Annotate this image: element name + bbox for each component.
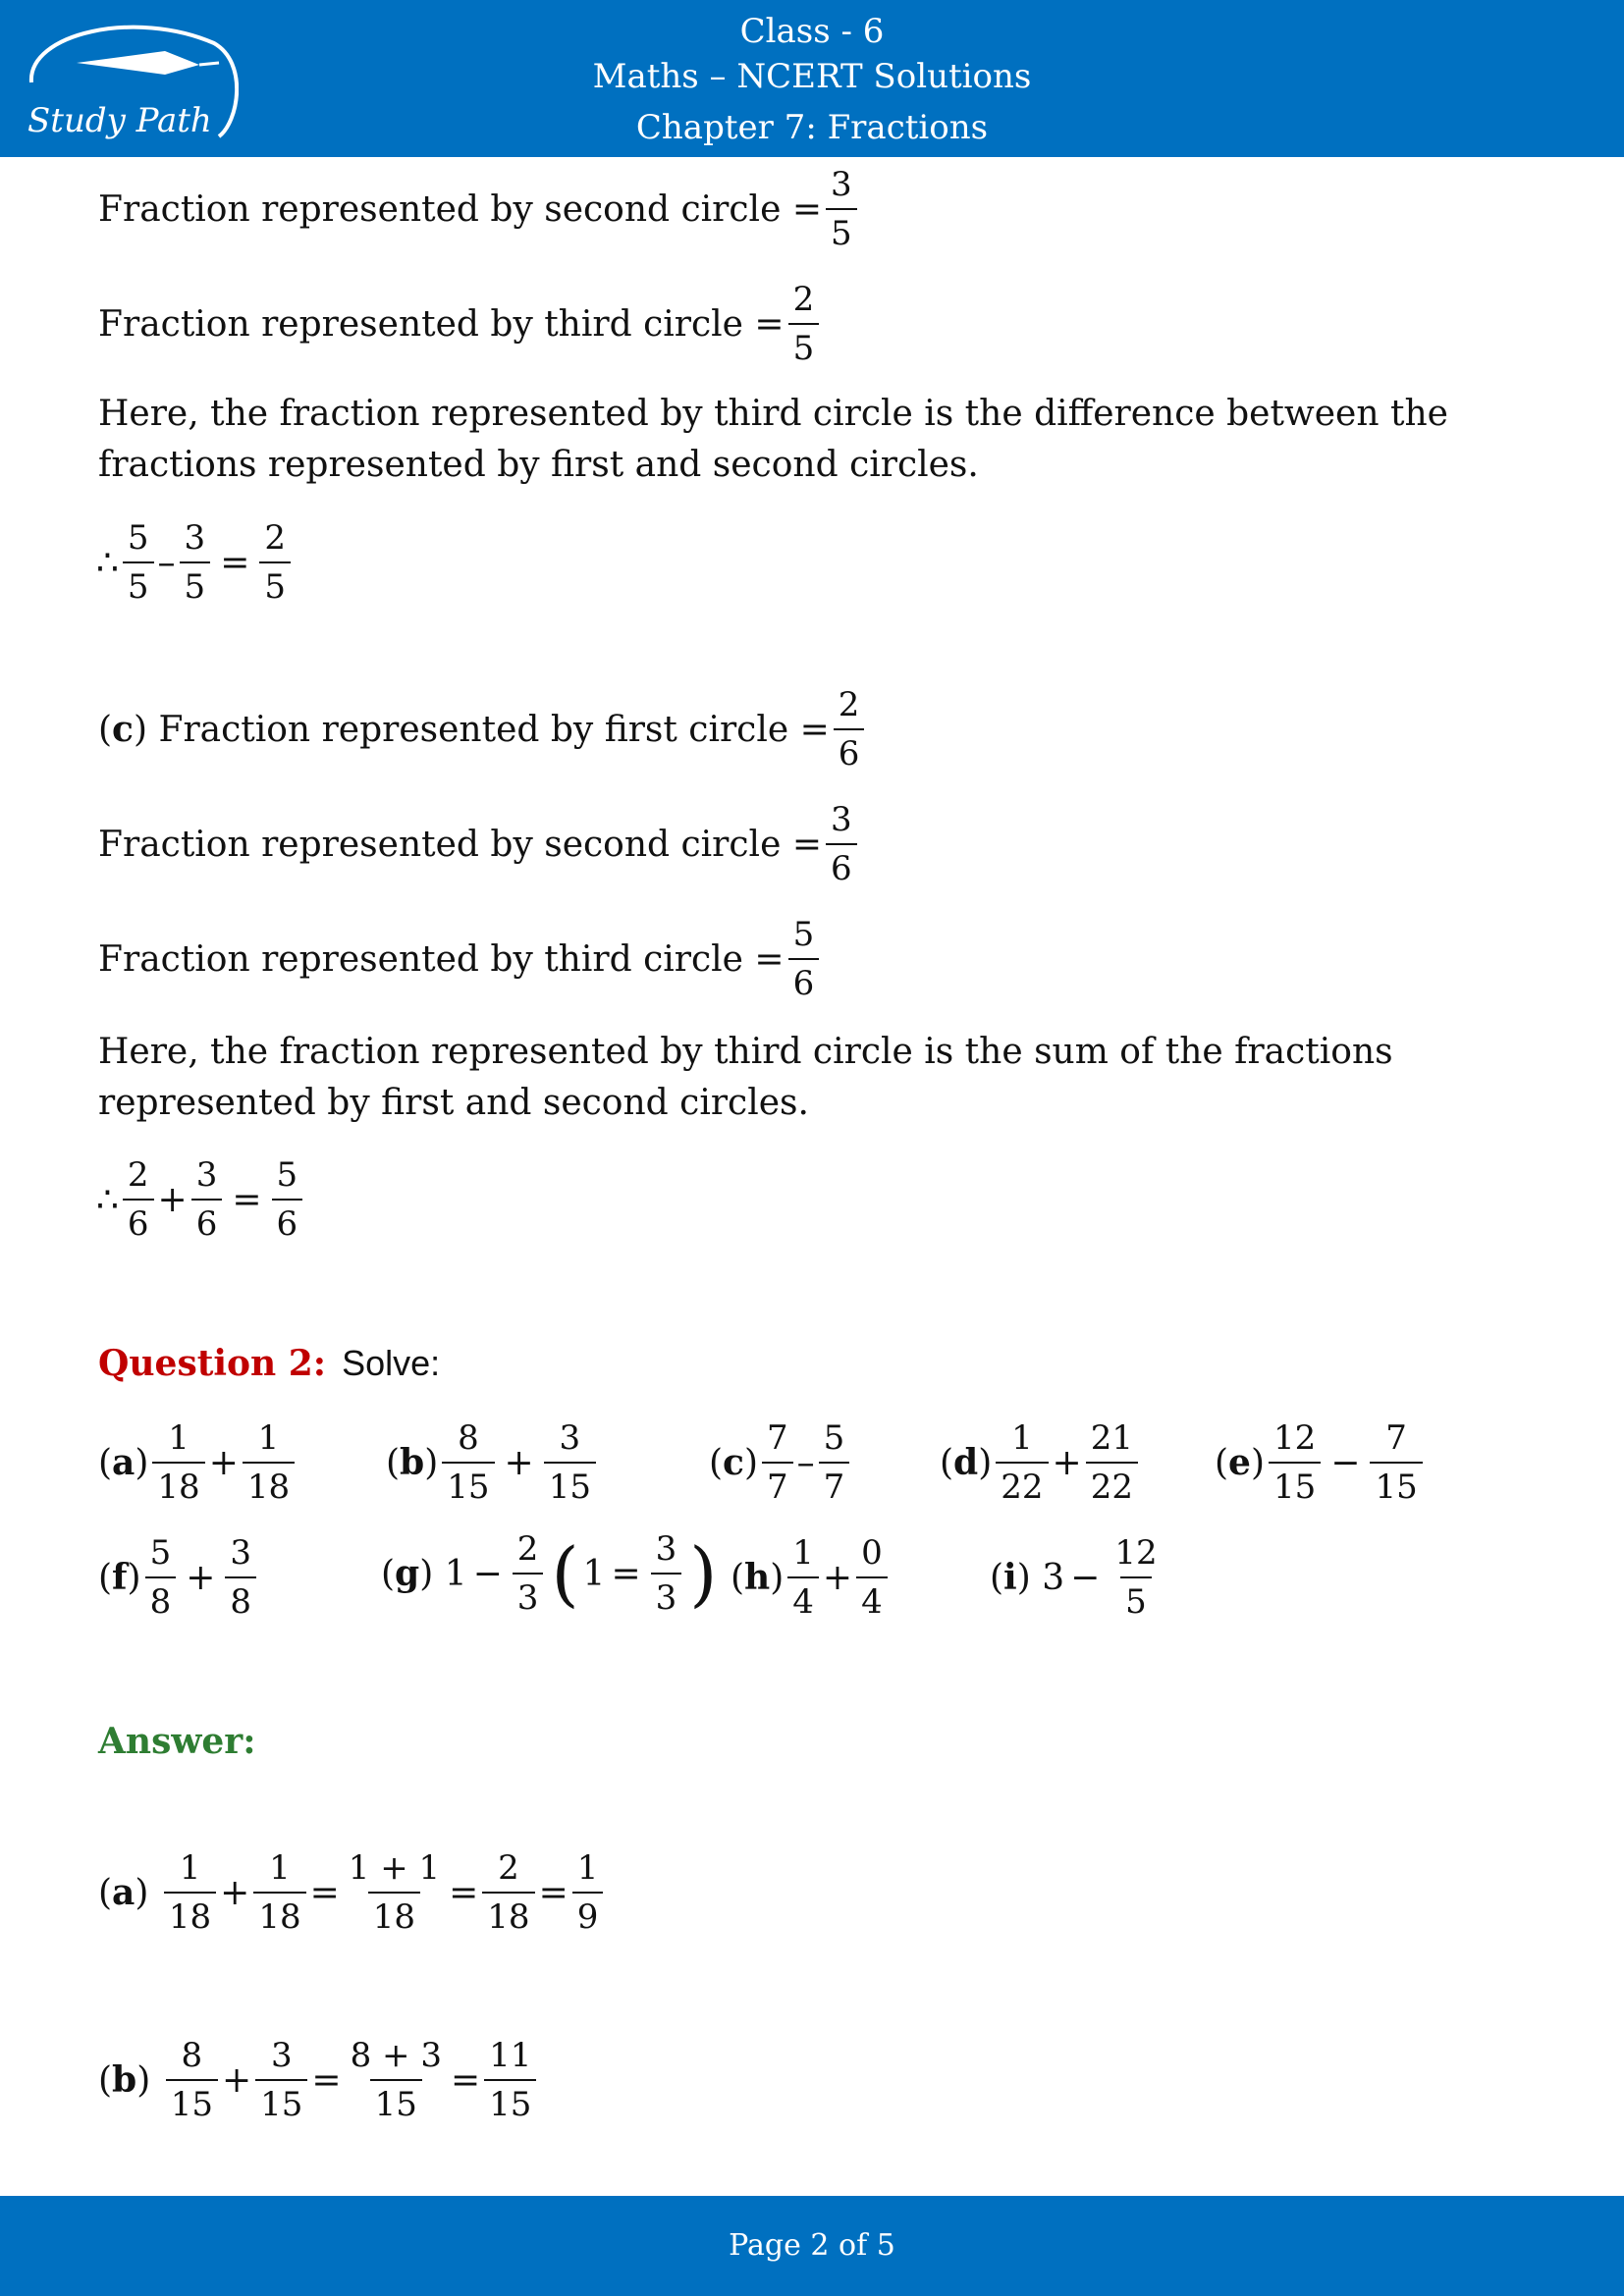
question-item-f: ( f ) $\frac{5}{8}$ + $\frac{3}{8}$ (98, 1531, 260, 1624)
b-explanation: Here, the fraction represented by third circle is the difference between the fractions represented by first and second circles. (98, 394, 1448, 485)
answer-title: Answer: (98, 1721, 256, 1762)
answer-b: ( b ) $\frac{8}{15}$ + $\frac{3}{15}$ = $\frac{8 + 3}{15}$ = $\frac{11}{15}$ (98, 2034, 540, 2126)
question-prompt: Solve: (342, 1343, 441, 1383)
logo-text: Study Path (27, 101, 212, 140)
question-item-h: ( h ) $\frac{1}{4}$ + $\frac{0}{4}$ (731, 1531, 892, 1624)
header-class: Class - 6 (739, 12, 885, 51)
b-equation: ∴ $\frac{5}{5}$ – $\frac{3}{5}$ = $\frac{2}{5}$ (96, 516, 295, 609)
answer-heading (98, 1721, 256, 1762)
c-equation: ∴ $\frac{2}{6}$ + $\frac{3}{6}$ = $\frac{5}{6}$ (96, 1153, 306, 1246)
question-item-c: ( c ) $\frac{7}{7}$ – $\frac{5}{7}$ (709, 1416, 853, 1509)
c-first-circle-line: ( c ) Fraction represented by first circle = $\frac{2}{6}$ (98, 683, 868, 775)
question-item-a: ( a ) $\frac{1}{18}$ + $\frac{1}{18}$ (98, 1416, 298, 1509)
page-footer (0, 2196, 1624, 2296)
fraction: $\frac{2}{5}$ (788, 278, 820, 370)
c-explanation: Here, the fraction represented by third circle is the sum of the fractions represented by first and second circles. (98, 1032, 1393, 1123)
page-header (0, 0, 1624, 157)
question-heading (98, 1343, 440, 1384)
question-title: Question 2: (98, 1343, 327, 1384)
question-item-g: ( g ) 1 − $\frac{2}{3}$ ( 1 = $\frac{3}{3}$ ) (381, 1529, 718, 1618)
b-second-circle-line: Fraction represented by second circle = $\frac{3}{5}$ (98, 163, 861, 255)
fraction: $\frac{3}{5}$ (826, 163, 857, 255)
page-number: Page 2 of 5 (729, 2228, 895, 2263)
c-third-circle-line: Fraction represented by third circle = $\frac{5}{6}$ (98, 913, 823, 1005)
header-chapter: Chapter 7: Fractions (635, 108, 989, 147)
c-second-circle-line: Fraction represented by second circle = $\frac{3}{6}$ (98, 798, 861, 890)
question-item-b: ( b ) $\frac{8}{15}$ + $\frac{3}{15}$ (386, 1416, 600, 1509)
question-item-d: ( d ) $\frac{1}{22}$ + $\frac{21}{22}$ (940, 1416, 1142, 1509)
answer-a: ( a ) $\frac{1}{18}$ + $\frac{1}{18}$ = $\frac{1 + 1}{18}$ = $\frac{2}{18}$ = $\frac{1}{9}$ (98, 1846, 607, 1939)
b-third-circle-line: Fraction represented by third circle = $\frac{2}{5}$ (98, 278, 823, 370)
question-item-i: ( i ) 3 − $\frac{12}{5}$ (990, 1533, 1158, 1622)
question-item-e: ( e ) $\frac{12}{15}$ − $\frac{7}{15}$ (1215, 1416, 1427, 1509)
header-subject: Maths – NCERT Solutions (592, 57, 1032, 96)
